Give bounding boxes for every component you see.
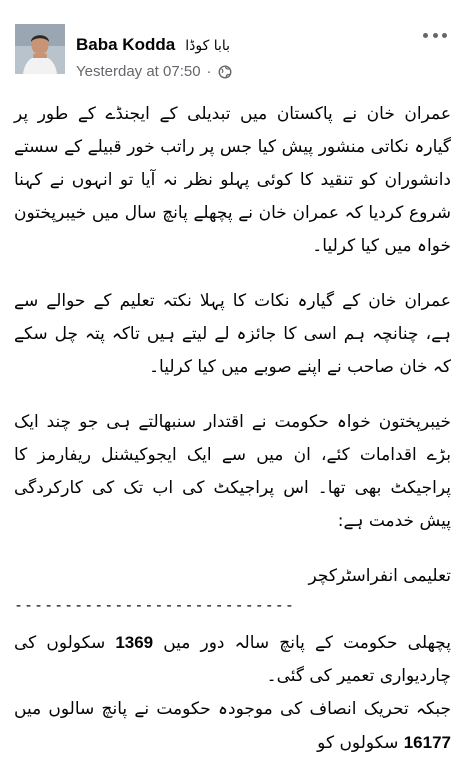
post-paragraph-3: خیبرپختون خواہ حکومت نے اقتدار سنبھالتے ہی جو چند ایک بڑے اقدامات کئے، ان میں سے ایک ایجوکیشنل ریفارمز کا پراجیکٹ بھی تھا۔ اس پراجیکٹ کی اب تک کی کارکردگی پیش خدمت ہے:: [14, 412, 451, 531]
more-dot: [423, 33, 428, 38]
post-header: [0, 0, 465, 92]
more-options-icon[interactable]: [423, 28, 447, 42]
post-paragraph-4: [14, 626, 451, 693]
p4-text-a: پچھلی حکومت کے پانچ سالہ دور میں: [163, 633, 451, 653]
author-name[interactable]: Baba Kodda: [76, 35, 176, 54]
post-meta: [76, 63, 232, 80]
post-paragraph-5: [14, 693, 451, 760]
post-body: [14, 98, 451, 753]
p5-number: 16177: [403, 733, 451, 752]
meta-separator: ·: [206, 63, 212, 80]
p4-text-b: سکولوں کی چاردیواری تعمیر کی گئی۔: [14, 633, 451, 686]
more-dot: [442, 33, 447, 38]
author-avatar[interactable]: [15, 24, 65, 74]
author-name-row: [76, 35, 230, 55]
more-dot: [433, 33, 438, 38]
globe-icon[interactable]: [218, 65, 232, 79]
author-name-urdu: بابا کوڈا: [185, 38, 231, 54]
p4-number: 1369: [115, 633, 154, 652]
section-heading: تعلیمی انفراسٹرکچر: [308, 566, 451, 586]
post-paragraph-2: عمران خان کے گیارہ نکات کا پہلا نکتہ تعلیم کے حوالے سے ہے، چنانچہ ہم اسی کا جائزہ لے لیتے ہیں تاکہ پتہ چل سکے کہ خان صاحب نے اپنے صوبے میں کیا کرلیا۔: [14, 291, 451, 377]
post-timestamp[interactable]: Yesterday at 07:50: [76, 63, 201, 80]
profile-photo-icon: [15, 24, 65, 74]
p5-text-a: جبکہ تحریک انصاف کی موجودہ حکومت نے پانچ سالوں میں: [14, 699, 451, 719]
p5-text-b: سکولوں کو: [317, 733, 399, 753]
section-divider: ----------------------------: [14, 596, 295, 614]
post-paragraph-1: عمران خان نے پاکستان میں تبدیلی کے ایجنڈے کے طور پر گیارہ نکاتی منشور پیش کیا جس پر راتب خور قبیلے کے سستے دانشوران کو تنقید کا کوئی پہلو نظر نہ آیا تو انہوں نے کہنا شروع کردیا کہ عمران خان نے پچھلے پانچ سال میں خیبرپختون خواہ میں کیا کرلیا۔: [14, 104, 451, 256]
